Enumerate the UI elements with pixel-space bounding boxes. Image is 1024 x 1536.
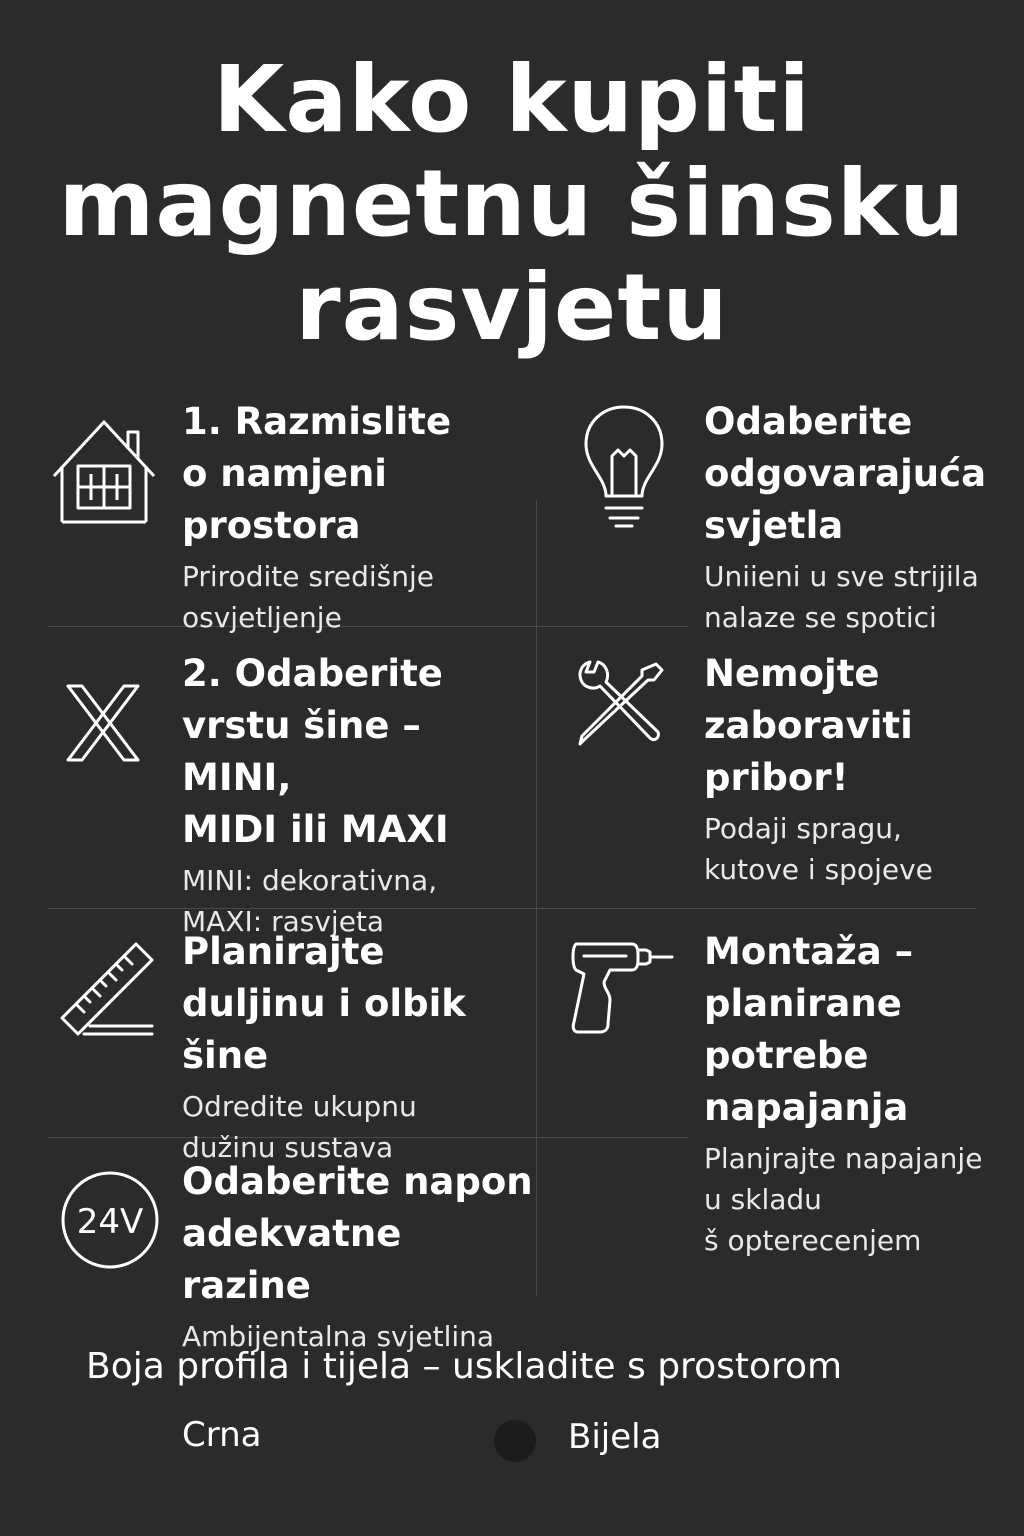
ruler-icon — [60, 942, 156, 1038]
step-voltage — [182, 1156, 542, 1357]
step-length — [182, 926, 542, 1168]
step-description: Ambijentalna svjetlina — [182, 1320, 495, 1353]
color-swatch — [494, 1420, 536, 1462]
step-description: Uniieni u sve strijila nalaze se spotici — [704, 560, 979, 634]
step-heading: Montaža – planirane potrebe napajanja — [704, 930, 914, 1129]
light-bulb-icon — [582, 404, 666, 530]
step-house — [182, 396, 542, 638]
step-heading: 1. Razmislite o namjeni prostora — [182, 400, 452, 547]
step-description: Prirodite središnje osvjetljenje — [182, 560, 434, 634]
color-option-black: Crna — [182, 1415, 262, 1455]
step-heading: Planirajte duljinu i olbik šine — [182, 930, 466, 1077]
voltage-24v-icon — [60, 1170, 160, 1270]
step-description: Planjrajte napajanje u skladu š opterecenjem — [704, 1142, 983, 1257]
cross-rails-icon — [66, 684, 140, 762]
color-option-white: Bijela — [568, 1417, 662, 1457]
drill-icon — [570, 940, 676, 1036]
step-lights — [704, 396, 1004, 638]
voltage-label: 24V — [76, 1202, 144, 1242]
step-description: MINI: dekorativna, MAXI: rasvjeta — [182, 864, 438, 938]
step-description: Podaji spragu, kutove i spojeve — [704, 812, 933, 886]
step-heading: 2. Odaberite vrstu šine – MINI, MIDI ili MAXI — [182, 652, 449, 851]
step-heading: Odaberite napon adekvatne razine — [182, 1160, 533, 1307]
tools-icon — [576, 658, 666, 748]
step-accessories — [704, 648, 1004, 890]
step-heading: Nemojte zaboraviti pribor! — [704, 652, 913, 799]
page-title: Kako kupiti magnetnu šinsku rasvjetu — [58, 46, 966, 361]
step-heading: Odaberite odgovarajuća svjetla — [704, 400, 987, 547]
step-mounting — [704, 926, 1004, 1261]
color-section-title: Boja profila i tijela – uskladite s prostorom — [86, 1346, 843, 1387]
house-icon — [52, 414, 156, 524]
step-rail-type — [182, 648, 542, 942]
step-description: Odredite ukupnu dužinu sustava — [182, 1090, 417, 1164]
